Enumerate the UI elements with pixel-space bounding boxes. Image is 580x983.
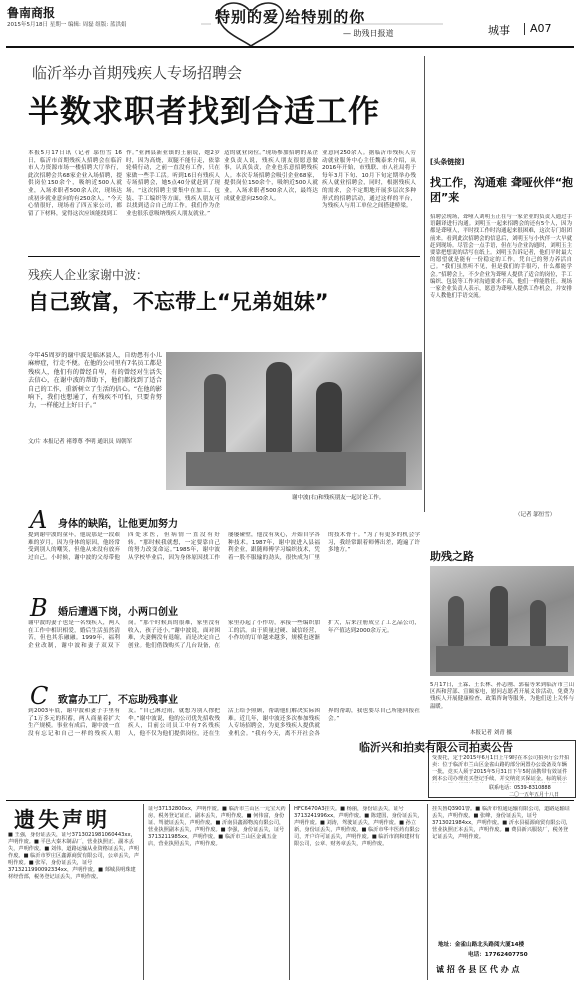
section-title-c: 致富办工厂，不忘助残事业 <box>58 695 178 706</box>
photo-figure <box>490 586 508 646</box>
photo-figure <box>204 374 226 454</box>
feature-intro: 今年45周岁的谢中波是临沭县人，自幼患有小儿麻痹症，行走不便。在他的公司里有7名员工都是残疾人，他们有的曾经自卑，有的曾经对生活失去信心，在谢中波的帮助下，他们都找到了适合自己的工作，重新树立了生活的信心。“在他的影响下，我们也想通了，有残疾不可怕，只要肯努力，一样能过上好日子。” <box>28 352 162 410</box>
section-name: 城事 <box>488 24 510 37</box>
notices-footer <box>432 940 572 980</box>
footer-phone: 电话：17762407750 <box>468 952 528 958</box>
sidebar-divider <box>424 56 425 512</box>
notices-divider <box>427 804 428 980</box>
photo-figure <box>448 596 464 646</box>
footer-address: 地址：金雀山路北头路阅大厦14楼 <box>438 942 525 948</box>
section-text-a: 提到谢中波的童年，他说那是一段艰难的岁月。因为身体的原因，他经常受到别人的嘲笑，但他从来没有放弃过自己。小时候，谢中波的父母带他四处求医，但病情一直没有好转。“那时候我就想，一定要靠自己的努力改变命运。”1985年，谢中波从学校毕业后，因为身体原因找工作屡屡碰壁，他没有灰心，开始自学各种技术。1987年，谢中波进入县福利企业，跟随师傅学习编织技术，凭着一股不服输的劲头，很快成为厂里的技术骨干。“为了有更多的机会学习，我经常跟着师傅出差，跑遍了许多地方。” <box>28 532 420 561</box>
photo-story-title: 助残之路 <box>430 550 474 563</box>
auction-title: 临沂兴和拍卖有限公司拍卖公告 <box>359 741 513 754</box>
auction-text: 受委托，定于2015年6月1日上午9时在本公司拍卖厅公开拍卖：位于临沂市兰山区金雀山路的部分闲置办公设备及车辆一批。竞买人须于2015年5月31日下午5时前携带有效证件到本公司办理竞买登记手续，并交纳竞买保证金。标的展示 <box>432 755 570 782</box>
section-letter-a: A <box>30 506 48 534</box>
lead-col-4: 业意向250余人。据临沂市残疾人劳动就业服务中心主任魏泰来介绍，从2016年开始，市残联、市人社局将于每年3月下旬、10月下旬定期举办残疾人就业招聘会，同时，根据残疾人的需求，会不定期地开展多层次多种形式的招聘活动，通过这样的平台，为残疾人与用工单位之间搭建桥梁。 <box>322 150 416 210</box>
section-letter-c: C <box>30 682 49 710</box>
section-title-a: 身体的缺陷，让他更加努力 <box>58 519 178 530</box>
photo-story-caption: 5月17日，王霖、王长林、孙志刚、郭福等来到临沂市兰山区西和营部、宣颐家电，慰问志愿者开展义诊活动，免费为残疾人开展健康检查、政策咨询等服务，为他们送上关怀与温暖。 <box>430 682 574 710</box>
notices-col-4: 挂失鲁Q3901警。■ 临沂市恒通运输有限公司，道路运输证丢失，声明作废。■ 张峰，身份证丢失，证号3713021984xx，声明作废。■ 沂水县福源商贸有限公司，营业执照正本丢失，声明作废。■ 费县新兴服装厂，税务登记证丢失，声明作废。 <box>432 806 572 840</box>
banner-subtitle: — 助残日报道 <box>343 29 394 38</box>
section-text-c: 到2003年底，谢中波和妻子手里有了1万多元的积蓄，两人商量着扩大生产规模。事业有成后，谢中波一直没有忘记和自己一样的残疾人朋友。“自己淋过雨，就想为别人撑把伞。”谢中波说，他的公司优先招收残疾人，目前公司员工中有7名残疾人，他不仅为他们提供岗位，还在生活上给予照顾，帮助他们解决实际困难。近几年，谢中波还多次参加残疾人专场招聘会，为更多残疾人提供就业机会。“我有今天，离不开社会各界的帮助，我也要尽自己所能回报社会。” <box>28 708 420 737</box>
footer-tagline: 诚 招 各 县 区 代 办 点 <box>436 965 520 974</box>
notices-divider <box>143 804 144 980</box>
section-divider <box>524 23 525 35</box>
photo-story-byline: 本报记者 刘青 摄 <box>470 730 512 736</box>
photo-figure <box>316 382 342 452</box>
sidebar-text: 招聘会现场，聋哑人刘明玉正在与一家企业的负责人通过手语翻译进行沟通。刘明玉一起来招聘会的还有5个人，因为都是聋哑人，平时找工作时沟通起来很困难，这次专门组团前来。看到此次招聘会的信息后，刘明玉与小伙伴一大早就赶到现场。尽管会一点手语，但在与企业沟通时，刘明玉主要靠把想说的话写在纸上。刘明玉告诉记者，他们平时最大的愿望就是能有一份稳定的工作，凭自己的努力养活自己。“我们虽然听不见，但是我们的手很巧，什么都能学会。”招聘会上，不少企业为聋哑人提供了适合的岗位，手工编织、包装等工作对沟通要求不高，他们一样能胜任。现场一家企业负责人表示，愿意为聋哑人提供工作机会，并安排专人教他们手语交流。 <box>430 214 572 300</box>
page-number: A07 <box>530 22 552 35</box>
section-letter-b: B <box>30 594 48 622</box>
feature-photo-caption: 谢中波(右)和残疾朋友一起讨论工作。 <box>292 495 385 501</box>
notices-divider <box>289 804 290 980</box>
sidebar-title: 找工作，沟通难 聋哑伙伴“抱团”来 <box>430 176 574 204</box>
photo-figure <box>266 362 292 454</box>
sidebar-tag: [头条链接] <box>430 158 465 166</box>
feature-top-rule <box>28 256 420 257</box>
notices-col-3: HFC6470A3挂失。■ 杨丽，身份证丢失，证号3713241996xx，声明作废。■ 陈建国，身份证丢失，声明作废。■ 刘涛，驾驶证丢失，声明作废。■ 孙立新，身份证丢失，声明作废。■ 临沂市华丰医药有限公司，开户许可证丢失，声明作废。■ 临沂市润和建材有限公司，公章、财务章丢失，声明作废。 <box>294 806 423 847</box>
photo-table <box>186 452 406 486</box>
photo-story-image <box>430 566 574 676</box>
photo-table <box>436 646 568 672</box>
notices-col-2: 证号37132800xx，声明作废。■ 临沂市兰山区一元宝大药房，税务登记证正、副本丢失，声明作废。■ 何伟富，身份证、驾驶证丢失，声明作废。■ 沂南县鑫源物流有限公司，营业执照副本丢失，声明作废。■ 李强，身份证丢失，证号3713211985xx，声明作废。■ 临沂市兰山区金诚五金店，营业执照丢失，声明作废。 <box>148 806 286 847</box>
auction-contact: 联系电话：0539-8310888 <box>489 785 551 791</box>
lead-col-2: 作。”亚洲县新亚镇的王丽说，她2岁时，因为高烧，双腿不能行走，依靠轮椅行动，之前一直没有工作，只在家做一些手工活。听到16日有残疾人专场招聘会，她5点40分就赶到了现场。“这次招聘主要集中在加工、包装、手工编织等方面，残疾人朋友可以找到适合自己的工作。我们作为企业也很乐意吸纳残疾人朋友就业。” <box>126 150 220 217</box>
notices-title: 遗失声明 <box>14 808 110 832</box>
issue-meta: 2015年5月18日 星期一 编辑: 周磊 组版: 蓝洪娟 <box>7 22 127 28</box>
banner-title: 特别的爱 给特别的你 <box>215 8 366 26</box>
feature-byline: 文/片 本报记者 褚尊尊 李明 通讯员 周朝军 <box>28 439 133 445</box>
feature-headline: 自己致富，不忘带上“兄弟姐妹” <box>28 290 329 314</box>
lead-kicker: 临沂举办首期残疾人专场招聘会 <box>32 64 243 82</box>
feature-kicker: 残疾人企业家谢中波： <box>28 268 149 282</box>
lead-headline: 半数求职者找到合适工作 <box>28 94 380 130</box>
masthead-rule <box>6 46 574 48</box>
notices-top-rule <box>6 800 574 801</box>
lead-col-3: 适的就业岗位。”现场参加招聘的某企业负责人说，残疾人朋友很愿意做事，认真负责，企业也乐意招聘残疾人。本次专场招聘会吸引企业68家，提供岗位150余个，吸纳近500人就业，入场求职者500余人次，最终达成就业意向250余人。 <box>224 150 318 202</box>
auction-date: 二〇一五年五月十八日 <box>509 792 560 798</box>
photo-figure <box>530 600 546 646</box>
lead-col-1: 本报5月17日讯（记者 邬恒雪 16日，临沂市首期残疾人招聘会在临沂市人力资源市场一楼招聘大厅举行，此次招聘会共68家企业入场招聘，提供岗位150余个，吸纳近500人就业，入场求职者500余人次，现场达成初步就业意向的有250余人。“今天心情很好，现场看了四五家公司，都留了下材料，觉得这次应该能找到工 <box>28 150 122 217</box>
paper-name: 鲁南商报 <box>7 6 56 20</box>
feature-photo <box>166 352 422 490</box>
sidebar-byline: （记者 邬恒雪） <box>515 512 556 518</box>
section-title-b: 婚后遭遇下岗，小两口创业 <box>58 607 178 618</box>
notices-col-1: ■ 王强，身份证丢失，证号3713021981060443xx，声明作废。■ 平邑大秦木制品厂，营业执照正、副本丢失，声明作废。■ 刘伟，道路运输从业资格证丢失，声明作废。■ 临沂市罗庄区鑫源商贸有限公司，公章丢失，声明作废。■ 张军，身份证丢失，证号3713211990092334xx，声明作废。■ 郯城县明珠建材经营部，税务登记证丢失，声明作废。 <box>8 832 140 880</box>
section-text-b: 谢中波的妻子也是一名残疾人，两人在工作中相识相爱，婚后生活虽然清苦，但也其乐融融。1999年，福利企业改制，谢中波和妻子双双下岗。“那个时候真的很难，家里没有收入，孩子还小。”谢中波说，面对困难，夫妻俩没有退缩，而是决定自己创业。他们借钱购买了几台设备，在家里办起了小作坊，承接一些编织加工的活。由于质量过硬、诚信经营，小作坊的订单越来越多，规模也逐渐扩大，后来注册成立了工艺品公司，年产值达到2000余万元。 <box>28 620 420 649</box>
banner-logo <box>193 0 449 48</box>
auction-box <box>359 740 576 798</box>
